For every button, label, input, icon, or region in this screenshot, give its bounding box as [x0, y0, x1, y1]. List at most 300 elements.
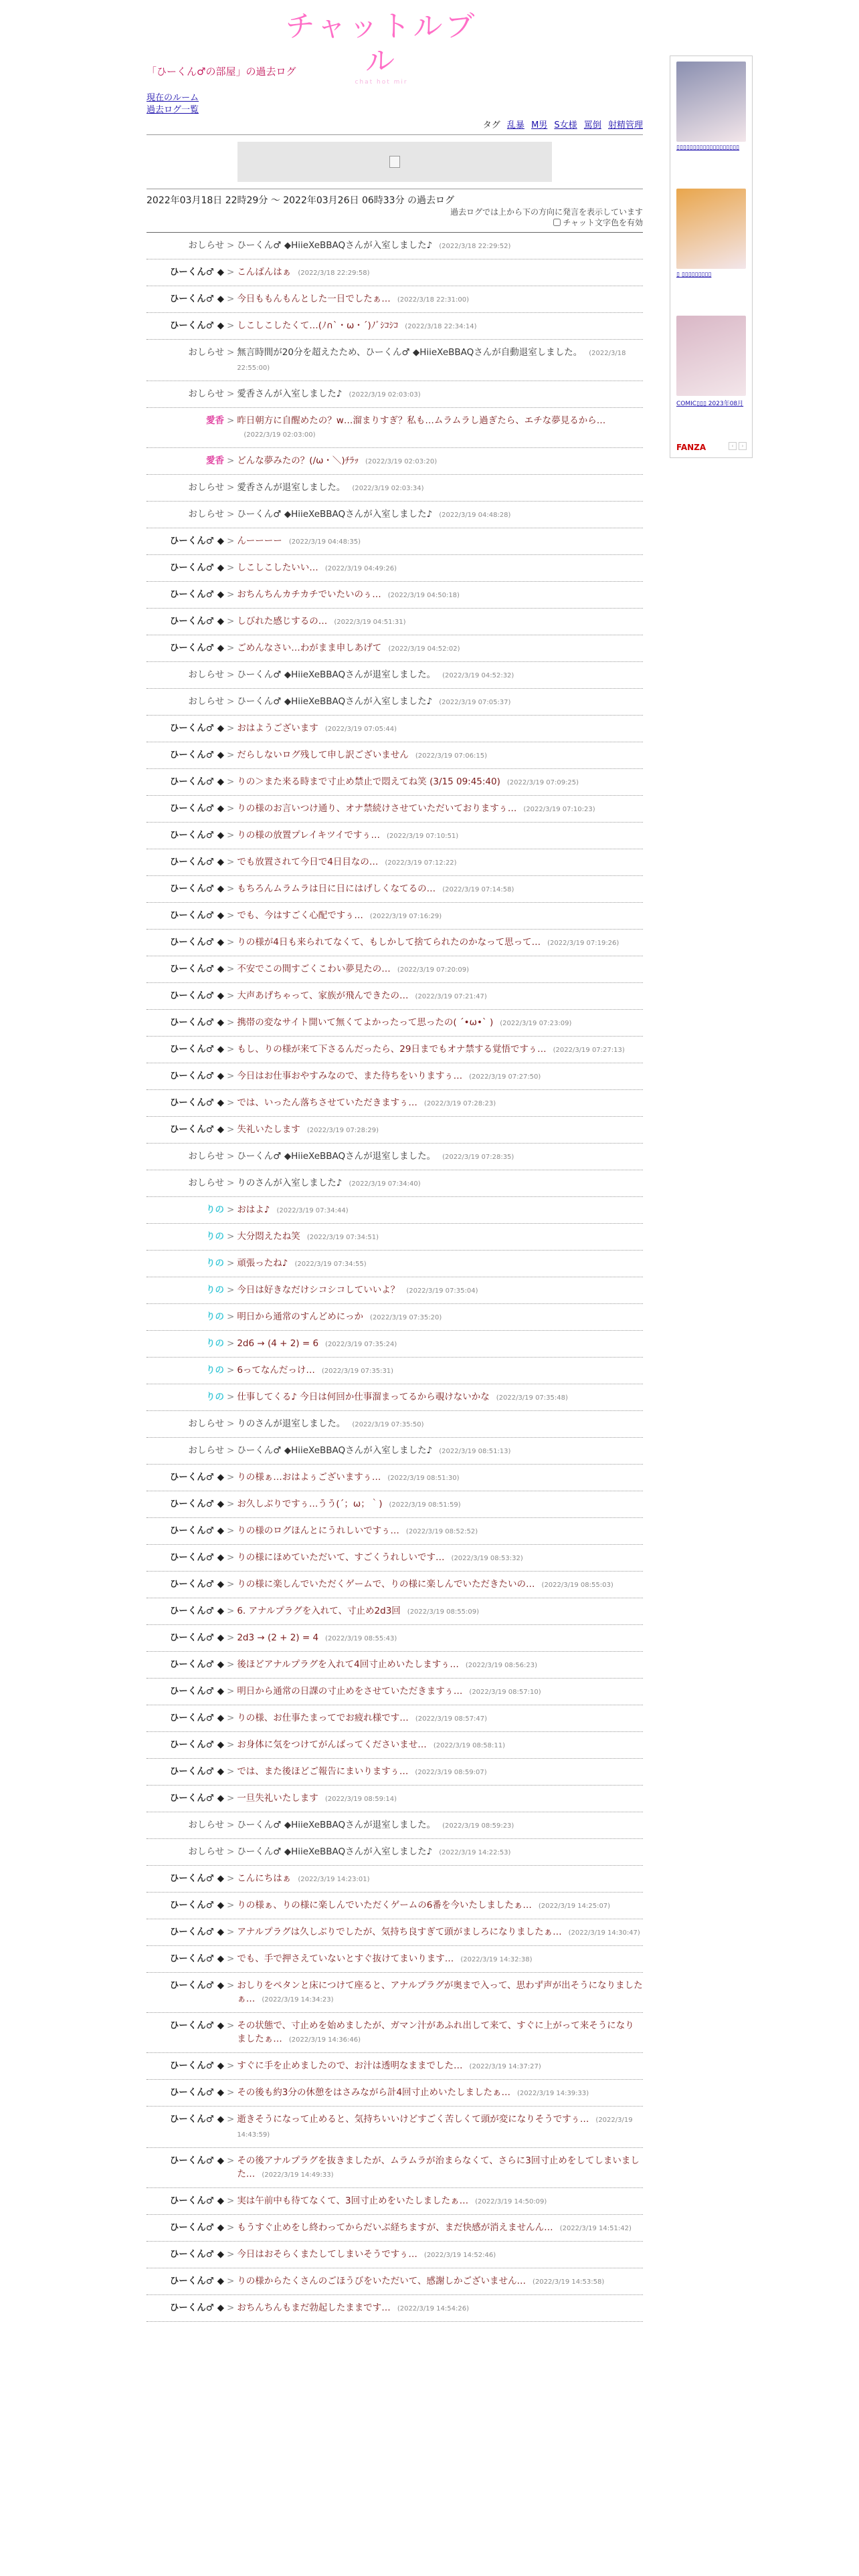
- timestamp: (2022/3/19 07:35:50): [352, 1421, 424, 1428]
- speaker-name: おしらせ: [188, 696, 224, 707]
- timestamp: (2022/3/19 08:57:47): [415, 1715, 487, 1723]
- timestamp: (2022/3/19 07:27:50): [469, 1073, 541, 1081]
- message-text: 今日はおそらくまたしてしまいそうですぅ…: [237, 2249, 417, 2260]
- separator-icon: >: [227, 1071, 235, 1081]
- timestamp: (2022/3/19 08:51:59): [389, 1501, 461, 1509]
- timestamp: (2022/3/19 14:39:33): [517, 2090, 589, 2097]
- message-text: お久しぶりですぅ…うう(´；ω；｀): [237, 1499, 383, 1509]
- message-body: [237, 989, 643, 1004]
- message-body: [237, 454, 643, 469]
- message-body: [237, 2194, 643, 2209]
- speaker-name: ひーくん♂ ◆: [169, 616, 224, 627]
- message-text: こんにちはぁ: [237, 1873, 292, 1884]
- message-text: アナルプラグは久しぶりでしたが、気持ち良すぎて頭がましろになりましたぁ…: [237, 1927, 562, 1937]
- separator-icon: >: [227, 536, 235, 546]
- chat-message-row: [147, 609, 643, 635]
- timestamp: (2022/3/19 08:51:13): [439, 1448, 511, 1455]
- message-text: 2d3 → (2 + 2) = 4: [237, 1632, 319, 1643]
- chat-message-row: [147, 1224, 643, 1251]
- message-body: [237, 1364, 643, 1378]
- message-body: [237, 855, 643, 870]
- separator-icon: >: [227, 482, 235, 493]
- sidebar-ad-item[interactable]: [676, 62, 746, 151]
- timestamp: (2022/3/19 07:35:04): [406, 1287, 478, 1295]
- speaker-name: ひーくん♂ ◆: [169, 1017, 224, 1028]
- message-text: 6. アナルプラグを入れて、寸止め2d3回: [237, 1606, 401, 1616]
- system-message-row: [147, 1839, 643, 1866]
- system-message-row: [147, 475, 643, 502]
- timestamp: (2022/3/19 08:58:11): [433, 1742, 505, 1749]
- color-toggle-label: チャット文字色を有効: [563, 218, 643, 227]
- message-body: [237, 1417, 643, 1432]
- separator-icon: >: [227, 2249, 235, 2260]
- chat-message-row: [147, 1786, 643, 1812]
- timestamp: (2022/3/19 07:27:13): [553, 1047, 625, 1054]
- speaker-name: ひーくん♂ ◆: [169, 2276, 224, 2286]
- message-text: しこしこしたいい…: [237, 562, 318, 573]
- tag-link[interactable]: M男: [531, 120, 548, 130]
- message-body: [237, 1471, 643, 1485]
- message-body: [237, 2274, 643, 2289]
- chat-message-row: [147, 1705, 643, 1732]
- message-text: 仕事してくる♪ 今日は何回か仕事溜まってるから覗けないかな: [237, 1392, 490, 1402]
- speaker-name: おしらせ: [188, 1820, 224, 1830]
- separator-icon: >: [227, 2302, 235, 2313]
- message-body: [237, 1203, 643, 1218]
- speaker-name: おしらせ: [188, 1418, 224, 1429]
- timestamp: (2022/3/19 14:23:01): [298, 1876, 370, 1883]
- separator-icon: >: [227, 1204, 235, 1215]
- message-body: [237, 1551, 643, 1566]
- speaker-name: おしらせ: [188, 482, 224, 493]
- system-message-row: [147, 662, 643, 689]
- speaker-name: おしらせ: [188, 389, 224, 399]
- message-text: りのさんが退室しました。: [237, 1418, 346, 1429]
- chat-message-row: [147, 1919, 643, 1946]
- separator-icon: >: [227, 937, 235, 948]
- color-checkbox[interactable]: [553, 219, 561, 226]
- message-body: [237, 829, 643, 843]
- message-text: 今日は好きなだけシコシコしていいよ？: [237, 1285, 400, 1295]
- chat-message-row: [147, 313, 643, 340]
- separator-icon: >: [227, 1311, 235, 1322]
- speaker-name: ひーくん♂ ◆: [169, 1980, 224, 1991]
- message-body: [237, 1524, 643, 1539]
- timestamp: (2022/3/19 08:56:23): [465, 1662, 537, 1669]
- message-body: [237, 1444, 643, 1459]
- speaker-name: ひーくん♂ ◆: [169, 1499, 224, 1509]
- timestamp: (2022/3/19 04:52:32): [442, 672, 514, 679]
- timestamp: (2022/3/19 08:57:10): [469, 1689, 541, 1696]
- message-text: では、また後ほどご報告にまいりますぅ…: [237, 1766, 409, 1777]
- timestamp: (2022/3/19 07:16:29): [369, 913, 442, 920]
- speaker-name: おしらせ: [188, 1846, 224, 1857]
- current-room-link[interactable]: 現在のルーム: [147, 93, 199, 103]
- timestamp: (2022/3/19 07:21:47): [415, 993, 487, 1000]
- ad-thumbnail[interactable]: [676, 62, 746, 142]
- chat-message-row: [147, 983, 643, 1010]
- timestamp: (2022/3/19 14:50:09): [475, 2198, 547, 2206]
- timestamp: (2022/3/19 14:49:33): [262, 2171, 334, 2179]
- timestamp: (2022/3/19 07:35:24): [325, 1341, 397, 1348]
- separator-icon: >: [227, 589, 235, 600]
- message-text: でも、手で押さえていないとすぐ抜けてまいります…: [237, 1953, 454, 1964]
- chat-message-row: [147, 2242, 643, 2268]
- speaker-name: ひーくん♂ ◆: [169, 990, 224, 1001]
- chat-message-row: [147, 1625, 643, 1652]
- message-body: [237, 2154, 643, 2182]
- separator-icon: >: [227, 2087, 235, 2098]
- timestamp: (2022/3/19 14:25:07): [538, 1903, 611, 1910]
- speaker-name: ひーくん♂ ◆: [169, 2155, 224, 2166]
- message-body: [237, 265, 643, 280]
- message-text: りの様のお言いつけ通り、オナ禁続けさせていただいておりますぅ…: [237, 803, 517, 814]
- timestamp: (2022/3/19 08:59:23): [442, 1822, 514, 1830]
- ad-thumbnail[interactable]: [676, 189, 746, 269]
- ad-banner[interactable]: [237, 142, 552, 182]
- timestamp: (2022/3/19 07:12:22): [385, 859, 457, 867]
- message-body: [237, 1257, 643, 1271]
- separator-icon: >: [227, 910, 235, 921]
- timestamp: (2022/3/19 07:35:31): [321, 1368, 394, 1375]
- message-body: [237, 1150, 643, 1164]
- message-body: [237, 1711, 643, 1726]
- timestamp: (2022/3/19 07:05:44): [324, 726, 397, 733]
- separator-icon: >: [227, 2155, 235, 2166]
- speaker-name: 愛香: [206, 415, 224, 426]
- message-body: [237, 775, 643, 790]
- chat-message-row: [147, 635, 643, 662]
- timestamp: (2022/3/19 07:09:25): [506, 779, 579, 786]
- system-message-row: [147, 1170, 643, 1197]
- separator-icon: >: [227, 696, 235, 707]
- tag-link[interactable]: 乱暴: [506, 120, 524, 130]
- chat-message-row: [147, 2295, 643, 2322]
- message-text: こんばんはぁ: [237, 267, 292, 278]
- chat-message-row: [147, 1010, 643, 1037]
- sidebar-ad-item[interactable]: [676, 316, 746, 407]
- message-text: ひーくん♂ ◆HiieXeBBAQさんが入室しました♪: [237, 1846, 433, 1857]
- separator-icon: >: [227, 883, 235, 894]
- speaker-name: ひーくん♂ ◆: [169, 857, 224, 867]
- speaker-name: ひーくん♂ ◆: [169, 1739, 224, 1750]
- chat-message-row: [147, 2268, 643, 2295]
- speaker-name: ひーくん♂ ◆: [169, 1044, 224, 1055]
- speaker-name: ひーくん♂ ◆: [169, 589, 224, 600]
- chat-message-row: [147, 1545, 643, 1572]
- system-message-row: [147, 1438, 643, 1465]
- speaker-name: ひーくん♂ ◆: [169, 937, 224, 948]
- speaker-name: ひーくん♂ ◆: [169, 1124, 224, 1135]
- separator-icon: >: [227, 347, 235, 358]
- speaker-name: ひーくん♂ ◆: [169, 1953, 224, 1964]
- separator-icon: >: [227, 415, 235, 426]
- message-body: [237, 1765, 643, 1780]
- separator-icon: >: [227, 1285, 235, 1295]
- timestamp: (2022/3/19 08:55:43): [325, 1635, 397, 1642]
- chat-message-row: [147, 2148, 643, 2188]
- message-text: 愛香さんが退室しました。: [237, 482, 346, 493]
- message-text: ひーくん♂ ◆HiieXeBBAQさんが退室しました。: [237, 669, 436, 680]
- timestamp: (2022/3/19 14:37:27): [469, 2063, 541, 2070]
- timestamp: (2022/3/19 04:48:28): [439, 512, 511, 519]
- speaker-name: ひーくん♂ ◆: [169, 1713, 224, 1723]
- message-body: [237, 508, 643, 522]
- message-body: [237, 2113, 643, 2142]
- message-body: [237, 319, 643, 334]
- timestamp: (2022/3/19 14:30:47): [568, 1929, 640, 1937]
- chat-message-row: [147, 2013, 643, 2053]
- speaker-name: ひーくん♂ ◆: [169, 1472, 224, 1483]
- chat-message-row: [147, 849, 643, 876]
- message-text: ひーくん♂ ◆HiieXeBBAQさんが入室しました♪: [237, 240, 433, 251]
- message-text: もし、りの様が来て下さるんだったら、29日までもオナ禁する覚悟ですぅ…: [237, 1044, 547, 1055]
- timestamp: (2022/3/19 14:34:23): [262, 1996, 334, 2004]
- message-body: [237, 641, 643, 656]
- speaker-name: りの: [206, 1392, 224, 1402]
- separator-icon: >: [227, 1365, 235, 1376]
- chat-message-row: [147, 1866, 643, 1893]
- log-list-link[interactable]: 過去ログ一覧: [147, 105, 199, 115]
- message-body: [237, 802, 643, 817]
- chat-message-row: [147, 1973, 643, 2013]
- log-period: 2022年03月18日 22時29分 〜 2022年03月26日 06時33分 の過去ログ: [147, 195, 455, 206]
- chat-message-row: [147, 1251, 643, 1277]
- separator-icon: >: [227, 1097, 235, 1108]
- chat-message-row: [147, 286, 643, 313]
- separator-icon: >: [227, 1713, 235, 1723]
- separator-icon: >: [227, 1606, 235, 1616]
- timestamp: (2022/3/19 02:03:20): [365, 458, 438, 465]
- chat-message-row: [147, 742, 643, 769]
- message-body: [237, 2221, 643, 2236]
- timestamp: (2022/3/19 07:19:26): [547, 940, 619, 947]
- message-text: 大分悶えたね笑: [237, 1231, 300, 1242]
- separator-icon: >: [227, 964, 235, 974]
- color-toggle[interactable]: [147, 217, 643, 228]
- message-text: すぐに手を止めましたので、お汁は透明なままでした…: [237, 2060, 463, 2071]
- speaker-name: ひーくん♂ ◆: [169, 267, 224, 278]
- message-text: おはようございます: [237, 723, 318, 734]
- timestamp: (2022/3/18 22:29:52): [439, 243, 511, 250]
- timestamp: (2022/3/19 08:59:14): [324, 1796, 397, 1803]
- tag-link[interactable]: 罵倒: [583, 120, 601, 130]
- message-text: おしりをペタンと床につけて座ると、アナルプラグが奥まで入って、思わず声が出そうになりましたぁ…: [237, 1980, 643, 2004]
- message-body: [237, 1230, 643, 1245]
- message-text: では、いったん落ちさせていただきますぅ…: [237, 1097, 417, 1108]
- message-body: [237, 1845, 643, 1860]
- speaker-name: ひーくん♂ ◆: [169, 2249, 224, 2260]
- speaker-name: ひーくん♂ ◆: [169, 2222, 224, 2233]
- timestamp: (2022/3/19 14:43:59): [237, 2117, 633, 2139]
- message-body: [237, 1792, 643, 1806]
- speaker-name: ひーくん♂ ◆: [169, 1632, 224, 1643]
- message-text: 失礼いたします: [237, 1124, 300, 1135]
- message-text: お身体に気をつけてがんばってくださいませ…: [237, 1739, 427, 1750]
- next-icon[interactable]: ›: [739, 442, 747, 450]
- message-body: [237, 2059, 643, 2074]
- chat-message-row: [147, 1197, 643, 1224]
- timestamp: (2022/3/19 07:23:09): [500, 1020, 572, 1027]
- message-body: [237, 2019, 643, 2047]
- timestamp: (2022/3/18 22:55:00): [237, 350, 626, 372]
- chat-message-row: [147, 1465, 643, 1491]
- message-text: おちんちんもまだ勃起したままです…: [237, 2302, 391, 2313]
- separator-icon: >: [227, 643, 235, 653]
- message-body: [237, 1578, 643, 1592]
- message-body: [237, 1658, 643, 1673]
- chat-message-row: [147, 1331, 643, 1358]
- separator-icon: >: [227, 1392, 235, 1402]
- message-body: [237, 2301, 643, 2316]
- timestamp: (2022/3/19 07:10:23): [523, 806, 595, 813]
- speaker-name: りの: [206, 1285, 224, 1295]
- message-body: [237, 1952, 643, 1967]
- separator-icon: >: [227, 1499, 235, 1509]
- speaker-name: ひーくん♂ ◆: [169, 776, 224, 787]
- message-body: [237, 1604, 643, 1619]
- message-text: りの様ぁ…おはよぅございますぅ…: [237, 1472, 381, 1483]
- message-text: もちろんムラムラは日に日にはげしくなてるの…: [237, 883, 436, 894]
- speaker-name: 愛香: [206, 455, 224, 466]
- sidebar-ad-item[interactable]: [676, 189, 746, 278]
- tag-link[interactable]: S女様: [554, 120, 577, 130]
- tag-bar: [147, 118, 643, 130]
- separator-icon: >: [227, 1525, 235, 1536]
- separator-icon: >: [227, 1258, 235, 1269]
- speaker-name: ひーくん♂ ◆: [169, 1525, 224, 1536]
- system-message-row: [147, 381, 643, 408]
- speaker-name: ひーくん♂ ◆: [169, 1071, 224, 1081]
- timestamp: (2022/3/19 07:20:09): [397, 966, 469, 974]
- message-text: ひーくん♂ ◆HiieXeBBAQさんが入室しました♪: [237, 696, 433, 707]
- chat-message-row: [147, 1946, 643, 1973]
- separator-icon: >: [227, 320, 235, 331]
- message-text: りの様、お仕事たまってでお疲れ様です…: [237, 1713, 409, 1723]
- speaker-name: りの: [206, 1231, 224, 1242]
- separator-icon: >: [227, 1820, 235, 1830]
- chat-message-row: [147, 259, 643, 286]
- ad-link[interactable]: COMIC▯▯▯ 2023年08月: [676, 401, 744, 407]
- chat-message-row: [147, 1491, 643, 1518]
- message-body: [237, 1685, 643, 1699]
- timestamp: (2022/3/19 04:51:31): [334, 619, 406, 626]
- separator-icon: >: [227, 1686, 235, 1697]
- timestamp: (2022/3/19 07:06:15): [415, 752, 487, 760]
- tag-link[interactable]: 射精管理: [607, 120, 643, 130]
- speaker-name: りの: [206, 1258, 224, 1269]
- site-logo[interactable]: [281, 9, 482, 86]
- separator-icon: >: [227, 1793, 235, 1804]
- separator-icon: >: [227, 857, 235, 867]
- message-body: [237, 1899, 643, 1913]
- timestamp: (2022/3/19 08:59:07): [415, 1769, 487, 1776]
- prev-icon[interactable]: ‹: [729, 442, 737, 450]
- speaker-name: ひーくん♂ ◆: [169, 1686, 224, 1697]
- speaker-name: りの: [206, 1338, 224, 1349]
- speaker-name: ひーくん♂ ◆: [169, 2060, 224, 2071]
- chat-message-row: [147, 930, 643, 956]
- brand-logo[interactable]: FANZA: [676, 443, 706, 452]
- message-text: りの様のログほんとにうれしいですぅ…: [237, 1525, 399, 1536]
- timestamp: (2022/3/19 02:03:03): [349, 391, 421, 399]
- logo-text: チャットルブル: [285, 10, 478, 78]
- message-text: しこしこしたくて…(ﾉ∩`・ω・´)ﾉﾞｼｺｼｺ: [237, 320, 399, 331]
- message-text: ひーくん♂ ◆HiieXeBBAQさんが入室しました♪: [237, 509, 433, 520]
- message-body: [237, 1979, 643, 2007]
- message-body: [237, 1096, 643, 1111]
- speaker-name: おしらせ: [188, 1178, 224, 1188]
- separator-icon: >: [227, 389, 235, 399]
- ad-link[interactable]: ▯▯▯▯▯▯▯▯▯▯▯▯▯▯▯▯▯▯▯: [676, 144, 740, 151]
- chat-message-row: [147, 1572, 643, 1598]
- timestamp: (2022/3/19 04:50:18): [387, 592, 460, 599]
- order-note: 過去ログでは上から下の方向に発言を表示しています: [450, 207, 643, 217]
- separator-icon: >: [227, 1445, 235, 1456]
- chat-message-row: [147, 1117, 643, 1144]
- message-text: でも、今はすごく心配ですぅ…: [237, 910, 363, 921]
- message-body: [237, 414, 643, 442]
- message-text: りの様が4日も来られてなくて、もしかして捨てられたのかなって思って…: [237, 937, 541, 948]
- separator-icon: >: [227, 803, 235, 814]
- separator-icon: >: [227, 1900, 235, 1911]
- speaker-name: ひーくん♂ ◆: [169, 1579, 224, 1590]
- separator-icon: >: [227, 1472, 235, 1483]
- chat-message-row: [147, 1277, 643, 1304]
- speaker-name: りの: [206, 1204, 224, 1215]
- speaker-name: ひーくん♂ ◆: [169, 2195, 224, 2206]
- separator-icon: >: [227, 1044, 235, 1055]
- message-text: その状態で、寸止めを始めましたが、ガマン汁があふれ出して来て、すぐに上がって来そうになりましたぁ…: [237, 2020, 634, 2044]
- timestamp: (2022/3/19 07:05:37): [439, 699, 511, 706]
- timestamp: (2022/3/19 07:28:35): [442, 1154, 514, 1161]
- speaker-name: ひーくん♂ ◆: [169, 2114, 224, 2125]
- chat-message-row: [147, 1304, 643, 1331]
- message-text: 明日から通常のすんどめにっか: [237, 1311, 364, 1322]
- message-text: 頑張ったね♪: [237, 1258, 288, 1269]
- message-text: その後も約3分の休憩をはさみながら計4回寸止めいたしましたぁ…: [237, 2087, 510, 2098]
- chat-message-row: [147, 2215, 643, 2242]
- system-message-row: [147, 340, 643, 381]
- timestamp: (2022/3/19 14:54:26): [397, 2305, 469, 2313]
- speaker-name: ひーくん♂ ◆: [169, 750, 224, 760]
- timestamp: (2022/3/19 14:36:46): [288, 2036, 361, 2044]
- separator-icon: >: [227, 1739, 235, 1750]
- system-message-row: [147, 1144, 643, 1170]
- message-text: りの様に楽しんでいただくゲームで、りの様に楽しんでいただきたいの…: [237, 1579, 535, 1590]
- message-body: [237, 239, 643, 253]
- logo-subtext: chat hot mir: [355, 79, 408, 86]
- ad-link[interactable]: ▯ ▯▯▯▯▯▯▯▯▯: [676, 272, 712, 278]
- message-body: [237, 2248, 643, 2262]
- message-text: 明日から通常の日課の寸止めをさせていただきますぅ…: [237, 1686, 463, 1697]
- separator-icon: >: [227, 1338, 235, 1349]
- separator-icon: >: [227, 1017, 235, 1028]
- separator-icon: >: [227, 1579, 235, 1590]
- message-text: りの＞また来る時まで寸止め禁止で悶えてね笑 (3/15 09:45:40): [237, 776, 500, 787]
- message-text: ひーくん♂ ◆HiieXeBBAQさんが退室しました。: [237, 1151, 436, 1162]
- timestamp: (2022/3/19 08:51:30): [387, 1475, 460, 1482]
- separator-icon: >: [227, 1124, 235, 1135]
- message-body: [237, 1390, 643, 1405]
- message-body: [237, 1016, 643, 1031]
- speaker-name: ひーくん♂ ◆: [169, 830, 224, 841]
- message-text: 2d6 → (4 + 2) = 6: [237, 1338, 319, 1349]
- divider: [147, 134, 643, 135]
- chat-message-row: [147, 448, 643, 475]
- message-body: [237, 1337, 643, 1352]
- ad-thumbnail[interactable]: [676, 316, 746, 396]
